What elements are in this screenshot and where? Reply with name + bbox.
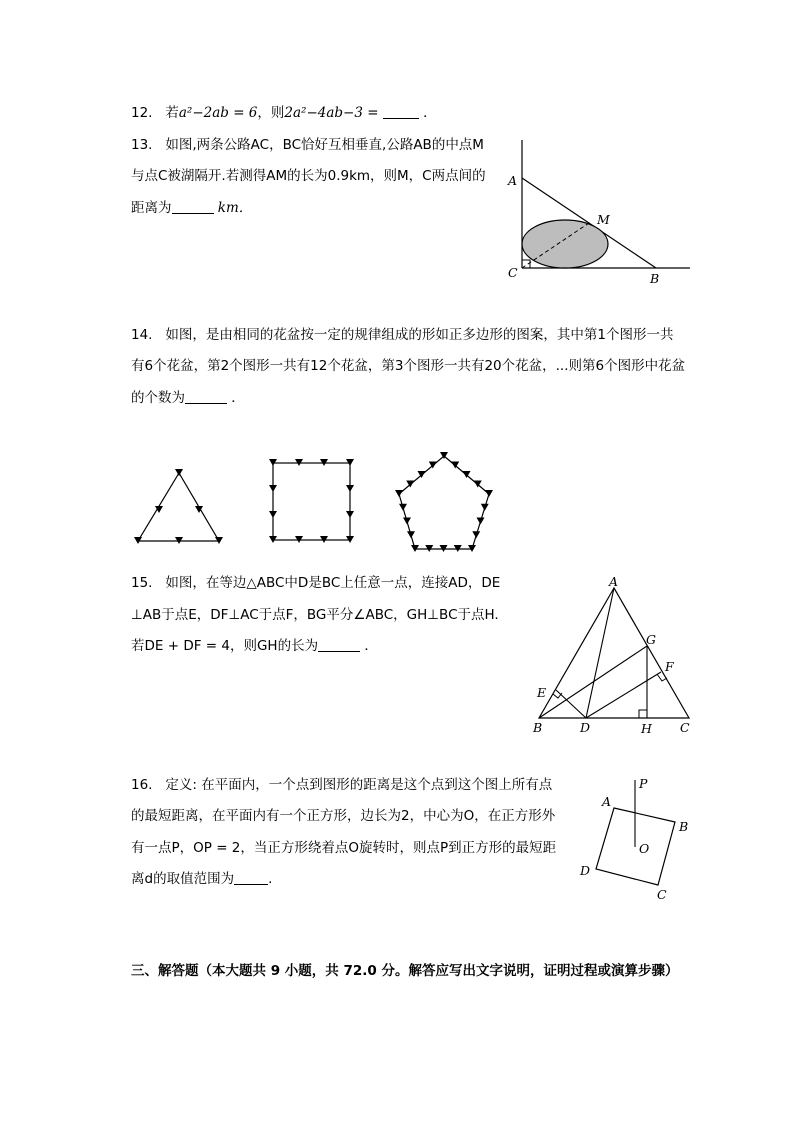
q14-figures	[128, 448, 508, 558]
q14-triangle-figure	[134, 469, 223, 544]
q13-number: 13.	[131, 137, 153, 153]
flowerpot-icon	[407, 531, 415, 538]
q16-label-c: C	[657, 887, 667, 902]
q15-label-b: B	[533, 720, 543, 735]
flowerpot-icon	[399, 504, 407, 511]
q12-number: 12.	[131, 105, 153, 121]
q15-line1	[131, 574, 500, 592]
q16-label-o: O	[639, 841, 650, 856]
q14-text-line3-post: ．	[231, 390, 245, 406]
q16-text-line1: 定义: 在平面内，一个点到图形的距离是这个点到这个图上所有点	[165, 777, 553, 793]
q15-text-line1: 如图，在等边△ABC中D是BC上任意一点，连接AD，DE	[165, 575, 501, 591]
q14-line2: 有6个花盆，第2个图形一共有12个花盆，第3个图形一共有20个花盆，...则第6个图形中花盆	[131, 358, 686, 374]
flowerpot-icon	[485, 490, 493, 497]
q15-label-d: D	[580, 720, 591, 735]
q13-text-line3-pre: 距离为	[131, 200, 172, 216]
q13-lake	[522, 220, 608, 268]
flowerpot-icon	[346, 511, 354, 518]
q16-line3: 有一点P，OP = 2，当正方形绕着点O旋转时，则点P到正方形的最短距	[131, 840, 557, 856]
q16-line2: 的最短距离，在平面内有一个正方形，边长为2，中心为O，在正方形外	[131, 808, 556, 824]
flowerpot-icon	[269, 511, 277, 518]
flowerpot-icon	[477, 518, 485, 525]
q15-answer-blank	[318, 637, 360, 652]
q15-label-e: E	[537, 685, 547, 700]
q13-label-m: M	[597, 212, 610, 227]
q14-text-line1: 如图，是由相同的花盆按一定的规律组成的形如正多边形的图案，其中第1个图形一共	[165, 327, 674, 343]
q14-pentagon-figure	[395, 452, 493, 552]
q16-label-b: B	[679, 819, 689, 834]
q12-expr2: 2a²−4ab−3 =	[284, 105, 379, 121]
q13-line3	[131, 199, 252, 217]
q16-number: 16.	[131, 777, 153, 793]
q12-text-mid: ，则	[257, 105, 285, 121]
q15-label-g: G	[646, 632, 656, 647]
q16-answer-blank	[234, 870, 268, 885]
q16-label-a: A	[602, 794, 612, 809]
q15-label-h: H	[641, 721, 652, 736]
q15-figure	[525, 574, 705, 744]
q16-line1	[131, 776, 552, 794]
q15-segment-ad	[586, 588, 614, 718]
q16-figure	[570, 770, 710, 910]
q16-line4	[131, 870, 272, 888]
q15-text-line3-pre: 若DE + DF = 4，则GH的长为	[131, 638, 319, 654]
q16-text-line4-pre: 离d的取值范围为	[131, 871, 235, 887]
q15-label-c: C	[680, 720, 690, 735]
q15-label-f: F	[665, 659, 674, 674]
q13-line1	[131, 136, 484, 154]
q15-triangle-abc	[539, 588, 689, 718]
q15-line2: ⊥AB于点E，DF⊥AC于点F，BG平分∠ABC，GH⊥BC于点H.	[131, 607, 499, 623]
q15-number: 15.	[131, 575, 153, 591]
q14-number: 14.	[131, 327, 153, 343]
q13-unit: km．	[217, 200, 253, 216]
q13-label-a: A	[508, 173, 518, 188]
q12-text-pre: 若	[165, 105, 179, 121]
flowerpot-icon	[403, 518, 411, 525]
q12-answer-blank	[383, 104, 419, 119]
q15-line3	[131, 637, 378, 655]
q12-line	[131, 104, 437, 122]
q13-text-line1: 如图,两条公路AC，BC恰好互相垂直,公路AB的中点M	[165, 137, 484, 153]
q14-square-figure	[269, 459, 354, 543]
q13-answer-blank	[172, 199, 214, 214]
q14-answer-blank	[185, 389, 227, 404]
q16-label-p: P	[639, 776, 648, 791]
q14-text-line3-pre: 的个数为	[131, 390, 185, 406]
section3-title: 三、解答题（本大题共 9 小题，共 72.0 分。解答应写出文字说明，证明过程或演算步骤）	[131, 963, 679, 979]
flowerpot-icon	[175, 469, 183, 476]
q13-label-c: C	[508, 265, 518, 280]
q16-text-line4-post: .	[268, 871, 273, 887]
q15-right-angle-h	[639, 710, 647, 718]
q12-expr1: a²−2ab = 6	[178, 105, 258, 121]
q13-line2: 与点C被湖隔开.若测得AM的长为0.9km，则M，C两点间的	[131, 168, 486, 184]
q14-line1	[131, 326, 673, 344]
q14-line3	[131, 389, 245, 407]
flowerpot-icon	[472, 531, 480, 538]
flowerpot-icon	[269, 485, 277, 492]
flowerpot-icon	[346, 485, 354, 492]
q16-label-d: D	[580, 863, 591, 878]
q13-label-b: B	[650, 271, 660, 286]
flowerpot-icon	[395, 490, 403, 497]
q15-label-a: A	[609, 574, 619, 589]
flowerpot-icon	[481, 504, 489, 511]
q15-text-line3-post: ．	[364, 638, 378, 654]
q12-text-post: ．	[423, 105, 437, 121]
q15-segment-bg	[539, 646, 647, 718]
q13-figure	[500, 134, 700, 294]
